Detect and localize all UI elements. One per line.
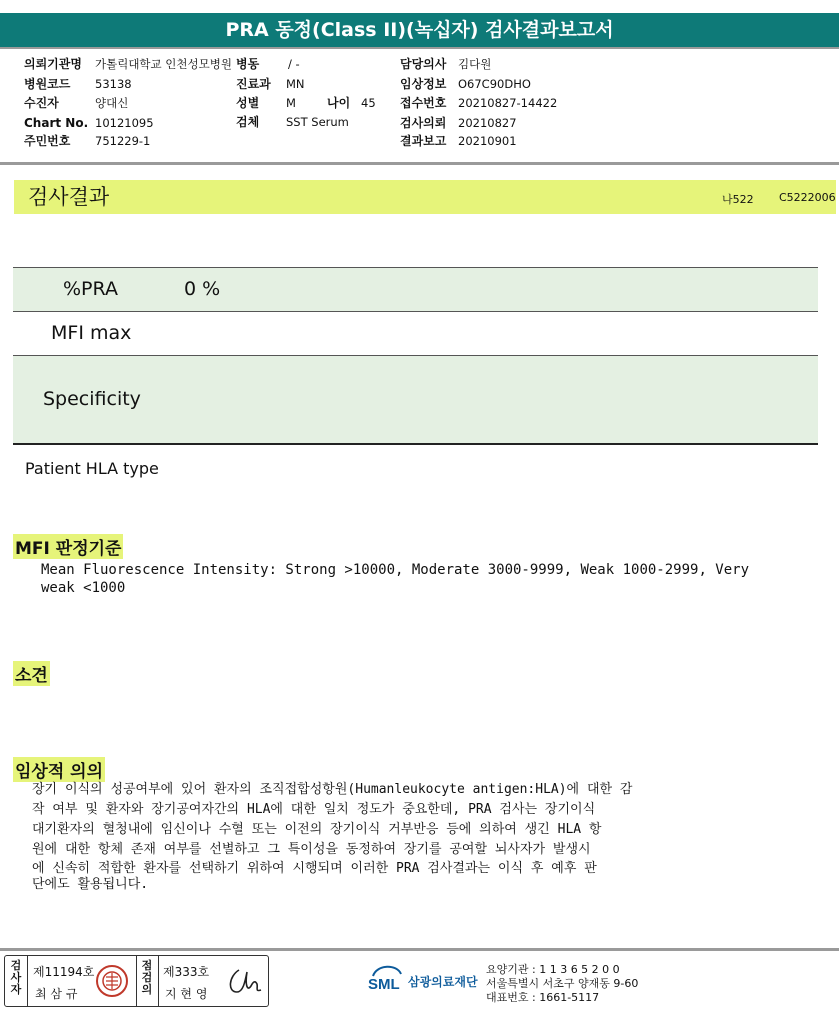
clinical-line: 대기환자의 혈청내에 임신이나 수혈 또는 이전의 장기이식 거부반응 등에 의하여 생긴 HLA 항 [32, 822, 602, 837]
hospital-value: 가톨릭대학교 인천성모병원 [95, 57, 232, 71]
recipient-value: 양대신 [95, 96, 129, 110]
receipt-value: 20210827-14422 [458, 96, 558, 110]
inspector-name: 지 현 영 [165, 987, 208, 1001]
patient-hla-label: Patient HLA type [25, 459, 159, 478]
chart-value: 10121095 [95, 116, 154, 130]
mfi-criteria-heading: MFI 판정기준 [13, 534, 123, 559]
age-value: 45 [361, 96, 376, 110]
mfi-max-label: MFI max [51, 322, 132, 344]
pra-row [13, 268, 818, 311]
organization-name: 삼광의료재단 [408, 975, 478, 989]
result-heading: 검사결과 [28, 185, 110, 209]
clinical-line: 에 신속히 적합한 환자를 선택하기 위하여 시행되며 이러한 PRA 검사결과는 이식 후 예후 판 [32, 861, 597, 876]
specificity-label: Specificity [43, 388, 141, 410]
sig-divider-3 [158, 956, 159, 1006]
specimen-label: 검체 [236, 115, 260, 129]
doctor-value: 김다원 [458, 57, 492, 71]
signature-icon [225, 962, 265, 1000]
findings-heading: 소견 [13, 661, 50, 686]
sex-value: M [286, 96, 296, 110]
table-line-2 [13, 355, 818, 356]
clinical-line: 원에 대한 항체 존재 여부를 선별하고 그 특이성을 동정하여 장기를 공여할 뇌사자가 발생시 [32, 842, 591, 857]
dept-label: 진료과 [236, 77, 271, 91]
receipt-label: 접수번호 [400, 96, 447, 110]
request-label: 검사의뢰 [400, 116, 447, 130]
examiner-name: 최 삼 규 [35, 987, 78, 1001]
care-institution-code: 요양기관 : 1 1 3 6 5 2 0 0 [486, 963, 620, 976]
clinical-line: 작 여부 및 환자와 장기공여자간의 HLA에 대한 일치 정도가 중요한데, PRA 검사는 장기이식 [32, 802, 596, 817]
clinical-info-label: 임상정보 [400, 77, 447, 91]
id-value: 751229-1 [95, 134, 151, 148]
inspector-number: 제333호 [163, 965, 210, 979]
header-divider [0, 162, 839, 165]
result-report-value: 20210901 [458, 134, 517, 148]
mfi-criteria-line-1: Mean Fluorescence Intensity: Strong >10000, Moderate 3000-9999, Weak 1000-2999, Very [41, 562, 750, 578]
code-value: 53138 [95, 77, 132, 91]
result-heading-band [14, 180, 836, 214]
recipient-label: 수진자 [24, 96, 59, 110]
organization-address: 서울특별시 서초구 양재동 9-60 [486, 977, 639, 990]
age-label: 나이 [327, 96, 351, 110]
table-line-1 [13, 311, 818, 312]
doctor-label: 담당의사 [400, 57, 447, 71]
sig-divider-2 [136, 956, 137, 1006]
examiner-seal-icon [95, 964, 129, 998]
clinical-info-value: O67C90DHO [458, 77, 531, 91]
specimen-value: SST Serum [286, 115, 349, 129]
sig-divider-1 [27, 956, 28, 1006]
examiner-label: 검사자 [10, 959, 22, 996]
title-divider [0, 47, 839, 49]
sex-label: 성별 [236, 96, 260, 110]
report-title: PRA 동정(Class II)(녹십자) 검사결과보고서 [0, 13, 839, 47]
code-label: 병원코드 [24, 77, 71, 91]
footer-divider [0, 948, 839, 951]
inspector-label: 점검의 [141, 959, 153, 996]
clinical-line: 장기 이식의 성공여부에 있어 환자의 조직접합성항원(Humanleukocyte antigen:HLA)에 대한 감 [32, 782, 633, 797]
dept-value: MN [286, 77, 305, 91]
sml-logo-text: SML [368, 976, 400, 993]
chart-label: Chart No. [24, 116, 89, 130]
request-value: 20210827 [458, 116, 517, 130]
mfi-criteria-line-2: weak <1000 [41, 580, 126, 596]
sml-logo-icon [367, 962, 407, 998]
result-code-2: C5222006 [779, 191, 836, 204]
pra-label: %PRA [63, 278, 118, 300]
examiner-number: 제11194호 [33, 965, 95, 979]
pra-value: 0 % [184, 278, 221, 300]
clinical-significance-heading: 임상적 의의 [13, 757, 105, 782]
result-report-label: 결과보고 [400, 134, 447, 148]
clinical-line: 단에도 활용됩니다. [32, 877, 149, 892]
table-line-bottom [13, 443, 818, 445]
signature-box [4, 955, 269, 1007]
hospital-label: 의뢰기관명 [24, 57, 82, 71]
organization-phone: 대표번호 : 1661-5117 [486, 991, 600, 1004]
table-line-top [13, 267, 818, 268]
id-label: 주민번호 [24, 134, 71, 148]
ward-value: / - [288, 57, 300, 71]
result-code-1: 나522 [722, 193, 754, 206]
ward-label: 병동 [236, 57, 260, 71]
